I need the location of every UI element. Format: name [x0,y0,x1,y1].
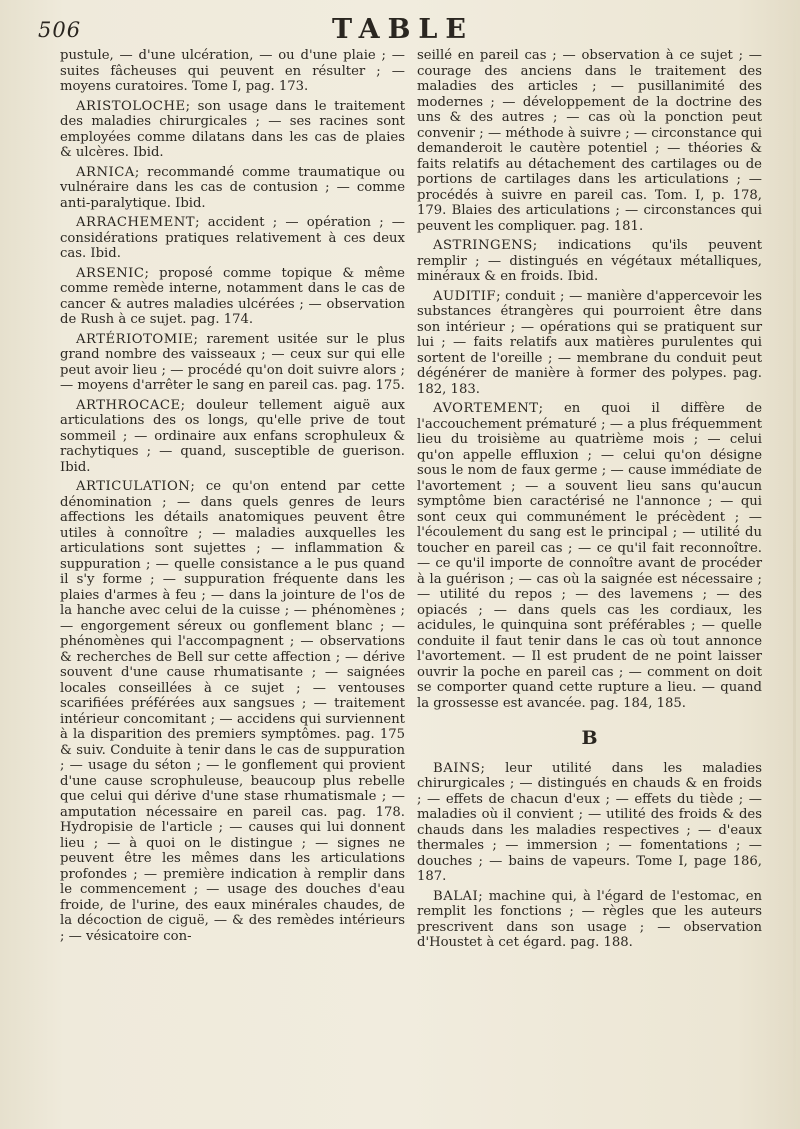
left-column [60,48,405,948]
entry-text: ; douleur tellement aiguë aux articulations des os longs, qu'elle prive de tout sommeil ; — ordinaire aux enfans scrophuleux & rachytiques ; — quand, susceptible de guerison. Ibid. [60,397,405,475]
entry-text: ; en quoi il diffère de l'accouchement prématuré ; — a plus fréquemment lieu du troisième au quatrième mois ; — celui qu'on appelle effluxion ; — celui qu'on désigne sous le nom de faux germe ; — cause immédiate de l'avortement ; — a souvent lieu sans qu'aucun symptôme bien caractérisé ne l'annonce ; — qui sont ceux qui communément le précèdent ; — l'écoulement du sang est le principal ; — utilité du toucher en pareil cas ; — ce qu'il fait reconnoître. — ce qu'il importe de connoître avant de procéder à la guérison ; — cas où la saignée est nécessaire ; — utilité du repos ; — des lavemens ; — des opiacés ; — dans quels cas les cordiaux, les acidules, le quinquina sont préférables ; — quelle conduite il faut tenir dans le cas où tout annonce l'avortement. — Il est prudent de ne point laisser ouvrir la poche en pareil cas ; — comment on doit se comporter quand cette rupture a lieu. — quand la grossesse est avancée. pag. 184, 185. [417,401,762,711]
section-letter: B [581,727,598,749]
page-number: 506 [38,18,82,42]
entry-text: ; leur utilité dans les maladies chirurgicales ; — distingués en chauds & en froids ; — effets de chacun d'eux ; — effets du tiède ; — maladies où il convient ; — utilité des froids & des chauds dans les maladies respectives ; — d'eaux thermales ; — immersion ; — fomentations ; — douches ; — bains de vapeurs. Tome I, page 186, 187. [417,760,762,884]
entry-text: pustule, — d'une ulcération, — ou d'une plaie ; — suites fâcheuses qui peuvent en résulter ; — moyens curatoires. Tome I, pag. 173. [60,48,405,94]
entry-headword: ARNICA [76,164,135,180]
index-entry [417,238,762,285]
index-entry [417,401,762,711]
index-entry [60,165,405,212]
right-column [417,48,762,955]
entry-headword: ARTHROCACE [76,397,181,413]
entry-headword: ARISTOLOCHE [76,98,186,114]
entry-headword: ARRACHEMENT [76,215,196,230]
entry-text: ; accident ; — opération ; — considérations pratiques relativement à ces deux cas. Ibid. [60,215,405,261]
index-entry [417,48,762,234]
index-entry [60,398,405,476]
running-title: TABLE [332,14,474,45]
entry-text: seillé en pareil cas ; — observation à ce sujet ; — courage des anciens dans le traitement des maladies des articles ; — pusillanimité des modernes ; — développement de la doctrine des uns & des autres ; — cas où la ponction peut convenir ; — méthode à suivre ; — circonstance qui demanderoit le cautère potentiel ; — théories & faits relatifs au détachement des cartilages ou de portions de cartilages dans les articulations ; — procédés à suivre en pareil cas. Tom. I, p. 178, 179. Blaies des articulations ; — circonstances qui peuvent les compliquer. pag. 181. [417,48,762,234]
entry-headword: AVORTEMENT [433,401,539,416]
entry-text: ; rarement usitée sur le plus grand nombre des vaisseaux ; — ceux sur qui elle peut avoir lieu ; — procédé qu'on doit suivre alors ; — moyens d'arrêter le sang en pareil cas. pag. 175. [60,331,405,393]
index-entry [60,479,405,944]
entry-text: ; machine qui, à l'égard de l'estomac, en remplit les fonctions ; — règles que les auteurs prescrivent dans son usage ; — observation d'Houstet à cet égard. pag. 188. [417,888,762,950]
entry-text: ; recommandé comme traumatique ou vulnéraire dans les cas de contusion ; — comme anti-paralytique. Ibid. [60,164,405,211]
index-entry [60,266,405,328]
entry-headword: BALAI [433,888,479,904]
page-header [38,14,768,48]
entry-headword: ARTÉRIOTOMIE [76,331,194,347]
index-entry [60,215,405,262]
entry-headword: ARTICULATION [76,479,191,494]
entry-text: ; proposé comme topique & même comme remède interne, notamment dans le cas de cancer & autres maladies ulcérées ; — observation de Rush à ce sujet. pag. 174. [60,265,405,327]
page-edge-shadow [793,0,796,1129]
entry-text: ; ce qu'on entend par cette dénomination ; — dans quels genres de leurs affections les détails anatomiques peuvent être utiles à connoître ; — maladies auxquelles les articulations sont sujettes ; — inflammation & suppuration ; — quelle consistance a le pus quand il s'y forme ; — suppuration fréquente dans les plaies d'armes à feu ; — dans la jointure de l'os de la hanche avec celui de la cuisse ; — phénomènes ; — engorgement séreux ou gonflement blanc ; — phénomènes qui l'accompagnent ; — observations & recherches de Bell sur cette affection ; — dérive souvent d'une cause rhumatisante ; — saignées locales conseillées à ce sujet ; — ventouses scarifiées préférées aux sangsues ; — traitement intérieur concomitant ; — accidens qui surviennent à la disparition des premiers symptômes. pag. 175 & suiv. Conduite à tenir dans le cas de suppuration ; — usage du séton ; — le gonflement qui provient d'une cause scrophuleuse, beaucoup plus rebelle que celui qui dérive d'une stase rhumatismale ; — amputation nécessaire en pareil cas. pag. 178. Hydropisie de l'article ; — causes qui lui donnent lieu ; — à quoi on le distingue ; — signes ne peuvent être les mêmes dans les articulations profondes ; — première indication à remplir dans le commencement ; — usage des douches d'eau froide, de l'urine, des eaux minérales chaudes, de la décoction de ciguë, — & des remèdes intérieurs ; — vésicatoire con- [60,479,405,944]
entry-headword: AUDITIF [433,288,497,304]
entry-text: ; indications qu'ils peuvent remplir ; — distingués en végétaux métalliques, minéraux & en froids. Ibid. [417,238,762,284]
index-entry [417,889,762,951]
entry-headword: ASTRINGENS [433,238,533,253]
index-entry [60,99,405,161]
index-entry [417,289,762,398]
index-entry [417,761,762,885]
entry-text: ; conduit ; — manière d'appercevoir les substances étrangères qui pourroient être dans son intérieur ; — opérations qui se pratiquent sur lui ; — faits relatifs aux matières purulentes qui sortent de l'oreille ; — membrane du conduit peut dégénérer de manière à former des polypes. pag. 182, 183. [417,288,762,397]
index-entry [60,332,405,394]
entry-headword: BAINS [433,760,481,776]
entry-text: ; son usage dans le traitement des maladies chirurgicales ; — ses racines sont employées comme dilatans dans les cas de plaies & ulcères. Ibid. [60,98,405,160]
entry-headword: ARSENIC [76,265,145,281]
index-entry [60,48,405,95]
